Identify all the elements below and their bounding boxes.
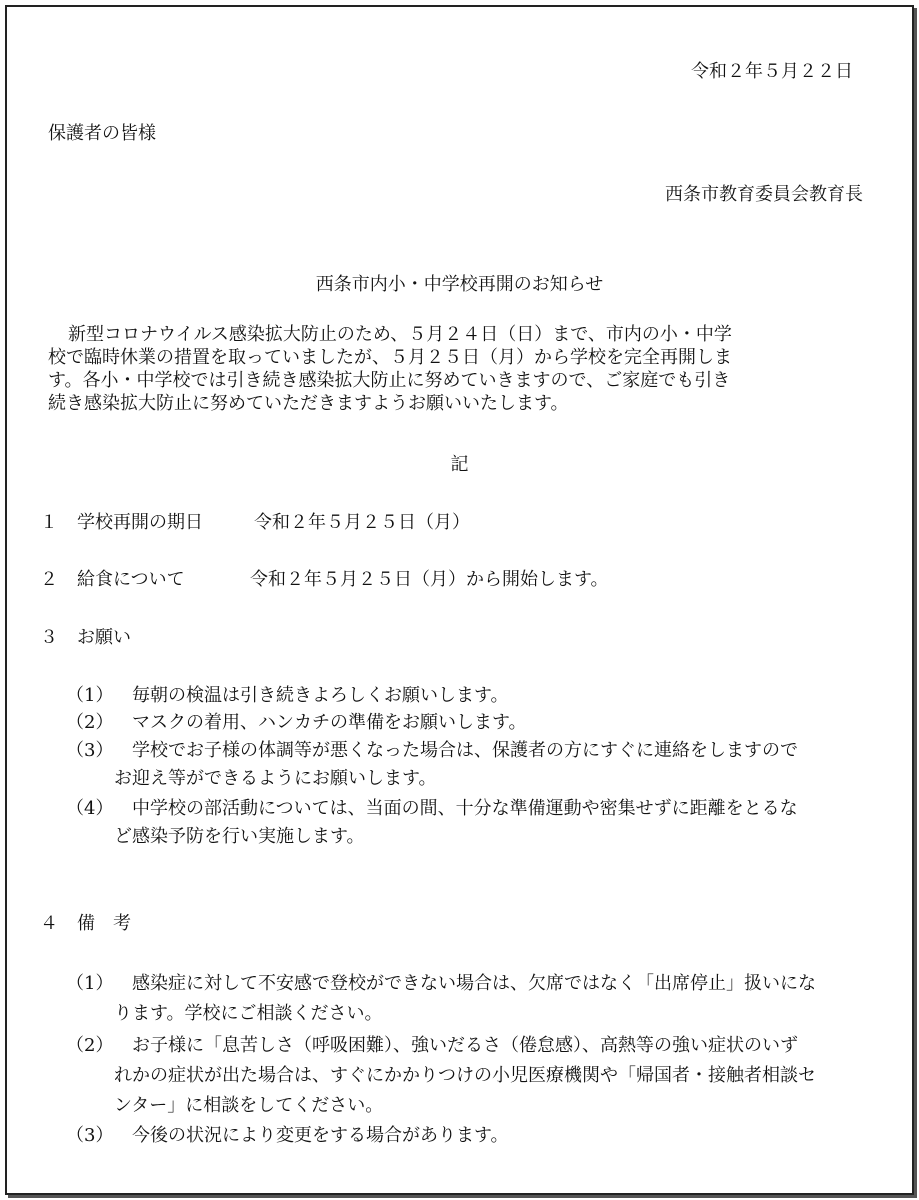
remark-text: れかの症状が出た場合は、すぐにかかりつけの小児医療機関や「帰国者・接触者相談セ [114,1065,816,1086]
item-label: 学校再開の期日 [77,512,203,533]
item-label: 給食について [77,569,185,590]
intro-line: 新型コロナウイルス感染拡大防止のため、５月２４日（日）まで、市内の小・中学 [68,324,732,345]
intro-line: 続き感染拡大防止に努めていただきますようお願いいたします。 [48,393,569,414]
request-number: （4） [66,798,114,819]
request-number: （1） [66,685,114,706]
intro-line: 校で臨時休業の措置を取っていましたが、５月２５日（月）から学校を完全再開しま [48,347,732,368]
sender: 西条市教育委員会教育長 [665,184,863,205]
remarks-heading: 備 考 [77,913,131,934]
remark-text: 感染症に対して不安感で登校ができない場合は、欠席ではなく「出席停止」扱いにな [132,973,816,994]
request-text: マスクの着用、ハンカチの準備をお願いします。 [132,712,527,733]
remark-text: お子様に「息苦しさ（呼吸困難）、強いだるさ（倦怠感）、高熱等の強い症状のいず [132,1035,798,1056]
item-label: お願い [77,627,131,648]
remark-number: （3） [66,1125,114,1146]
document-date: 令和２年５月２２日 [691,61,853,82]
request-text: お迎え等ができるようにお願いします。 [114,768,437,789]
request-text: 学校でお子様の体調等が悪くなった場合は、保護者の方にすぐに連絡をしますので [132,740,798,761]
remarks-number: ４ [40,913,58,934]
request-number: （2） [66,712,114,733]
remark-text: 今後の状況により変更をする場合があります。 [132,1125,509,1146]
request-text: 毎朝の検温は引き続きよろしくお願いします。 [132,685,509,706]
item-number: ３ [40,627,58,648]
request-text: ど感染予防を行い実施します。 [114,826,365,847]
remark-text: ります。学校にご相談ください。 [114,1003,383,1024]
addressee: 保護者の皆様 [48,123,156,144]
request-text: 中学校の部活動については、当面の間、十分な準備運動や密集せずに距離をとるな [132,798,798,819]
remark-number: （2） [66,1035,114,1056]
item-value: 令和２年５月２５日（月） [254,512,470,533]
item-number: １ [40,512,58,533]
remark-text: ンター」に相談をしてください。 [114,1095,384,1116]
remark-number: （1） [66,973,114,994]
ki-marker: 記 [450,454,469,475]
item-value: 令和２年５月２５日（月）から開始します。 [250,569,609,590]
intro-line: す。各小・中学校では引き続き感染拡大防止に努めていきますので、ご家庭でも引き [48,370,731,391]
request-number: （3） [66,740,114,761]
notice-title: 西条市内小・中学校再開のお知らせ [315,274,604,295]
item-number: ２ [40,569,58,590]
